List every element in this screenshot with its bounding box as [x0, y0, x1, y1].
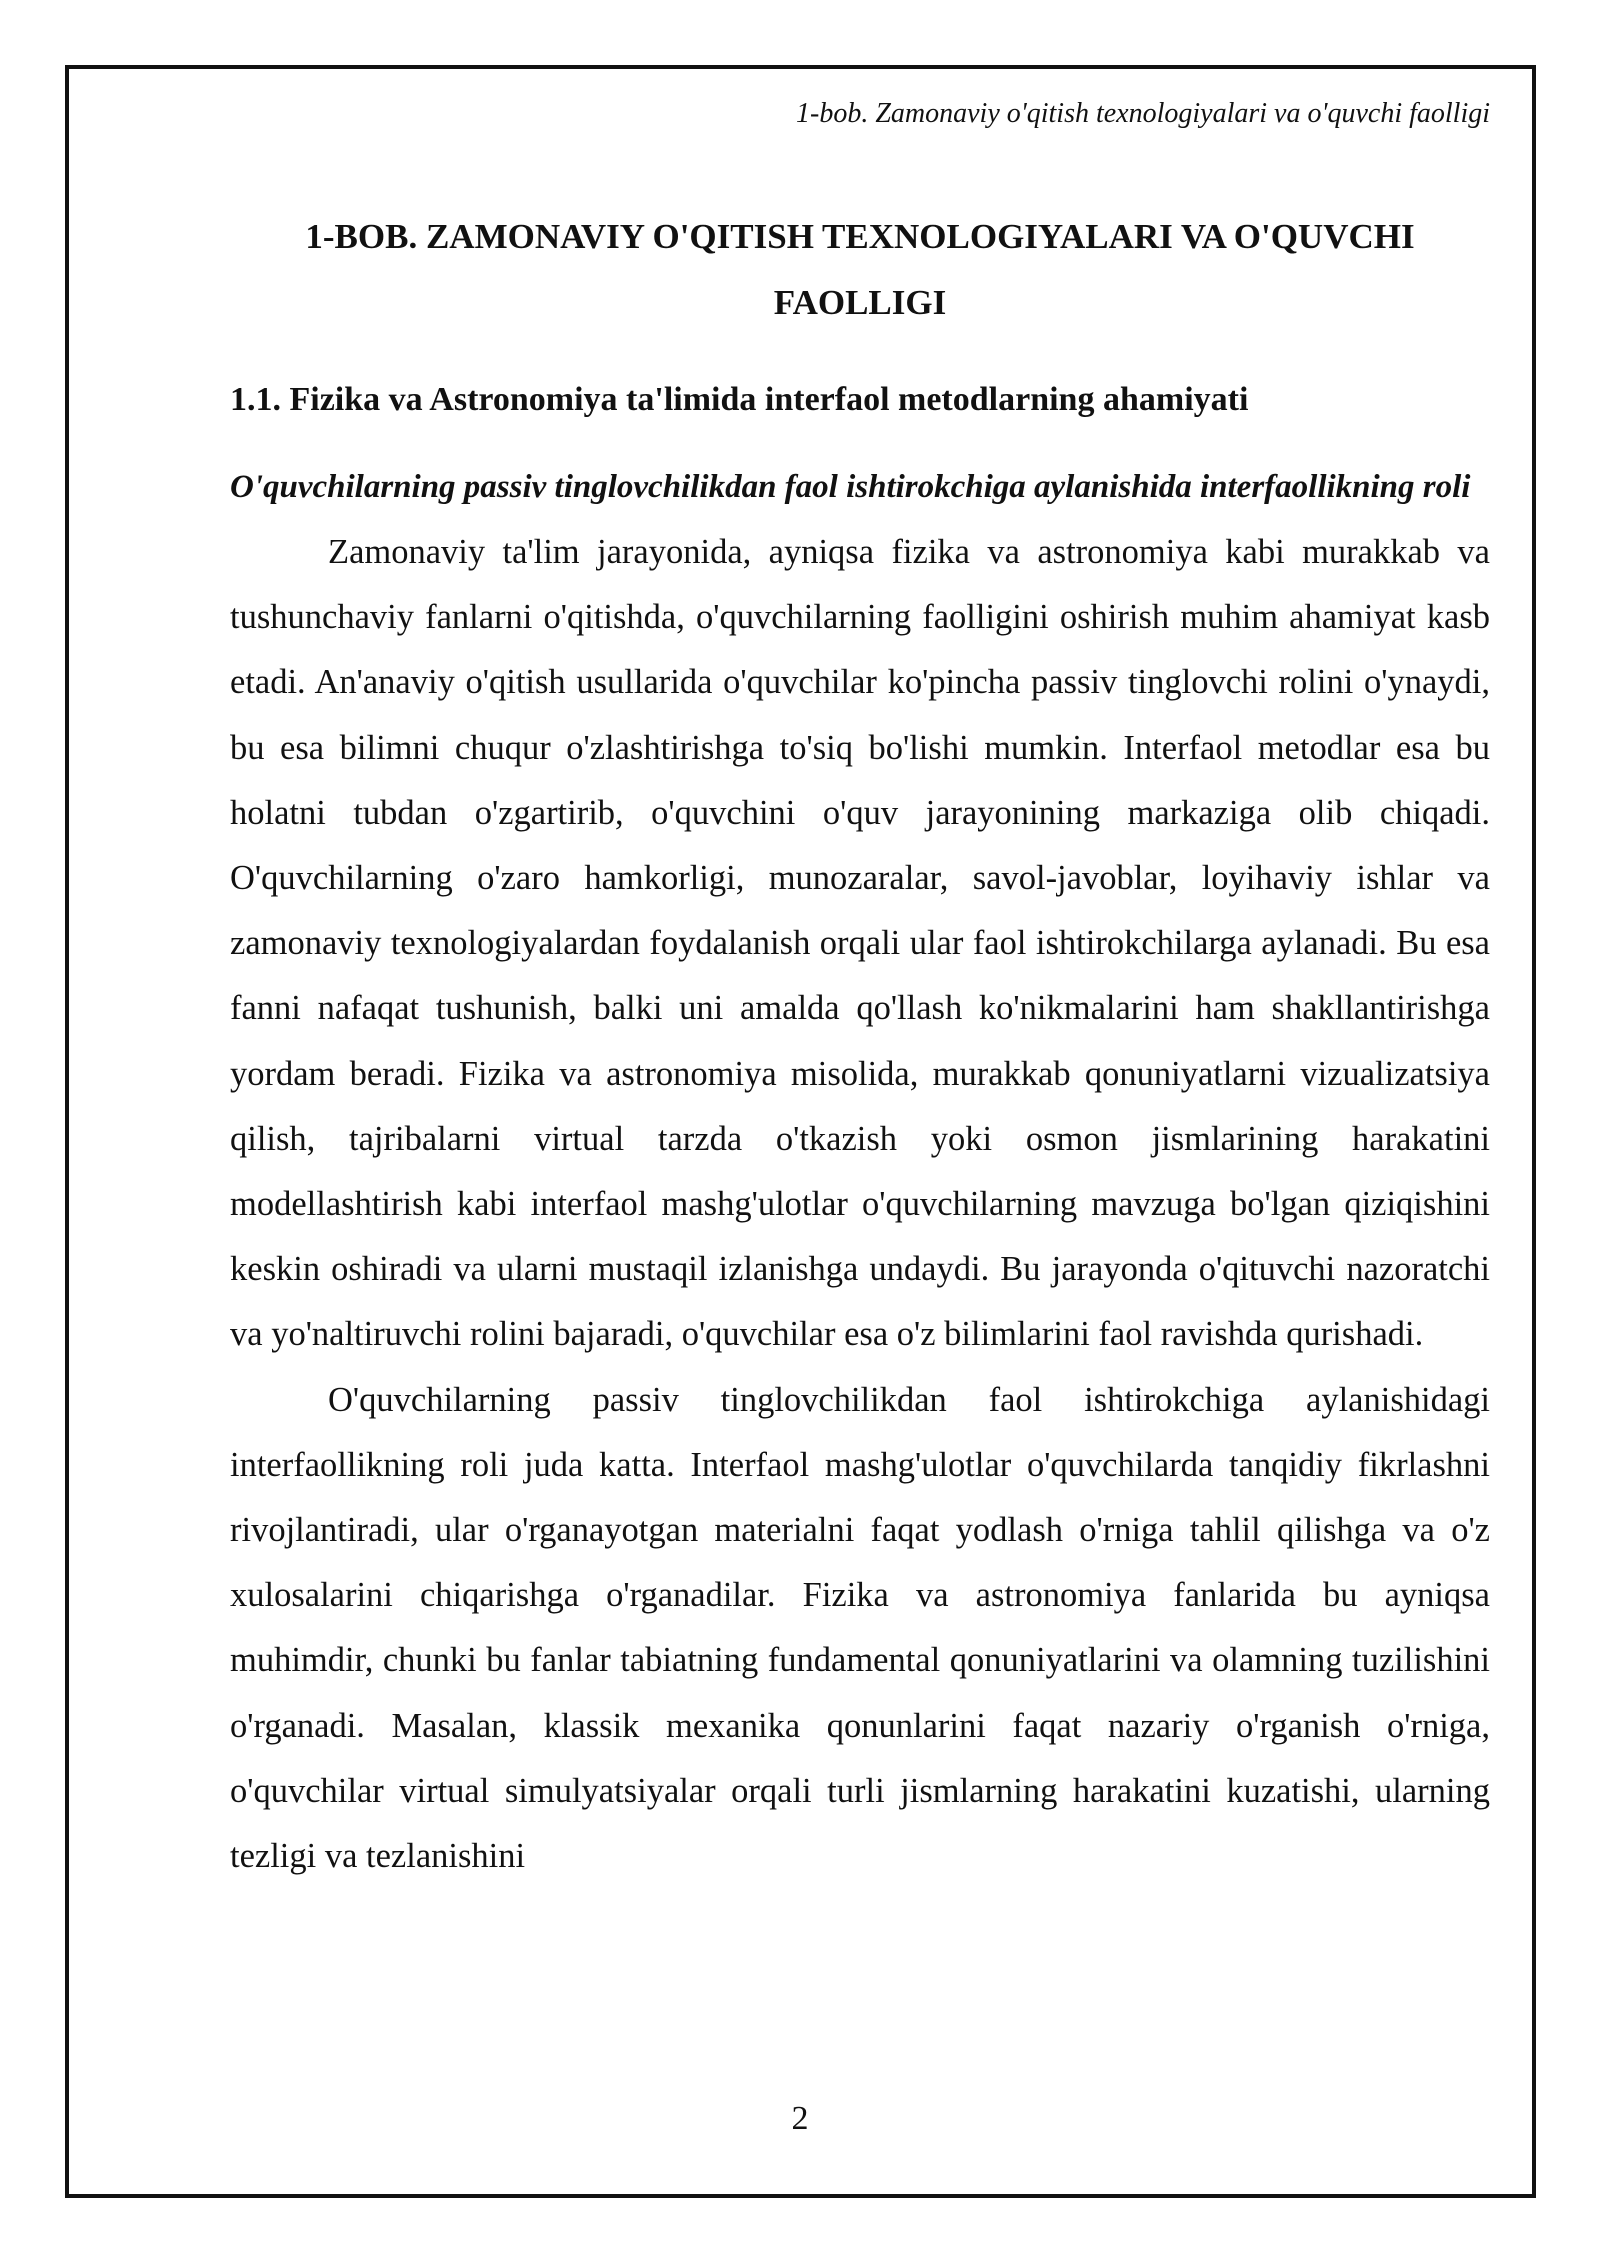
running-header: 1-bob. Zamonaviy o'qitish texnologiyalari va o'quvchi faolligi [796, 98, 1490, 129]
subsection-title: O'quvchilarning passiv tinglovchilikdan faol ishtirokchiga aylanishida interfaollikning roli [230, 469, 1471, 505]
document-body [230, 204, 1490, 1889]
body-paragraph: Zamonaviy ta'lim jarayonida, ayniqsa fizika va astronomiya kabi murakkab va tushunchaviy fanlarni o'qitishda, o'quvchilarning faolligini oshirish muhim ahamiyat kasb etadi. An'anaviy o'qitish usullarida o'quvchilar ko'pincha passiv tinglovchi rolini o'ynaydi, bu esa bilimni chuqur o'zlashtirishga to'siq bo'lishi mumkin. Interfaol metodlar esa bu holatni tubdan o'zgartirib, o'quvchini o'quv jarayonining markaziga olib chiqadi. O'quvchilarning o'zaro hamkorligi, munozaralar, savol-javoblar, loyihaviy ishlar va zamonaviy texnologiyalardan foydalanish orqali ular faol ishtirokchilarga aylanadi. Bu esa fanni nafaqat tushunish, balki uni amalda qo'llash ko'nikmalarini ham shakllantirishga yordam beradi. Fizika va astronomiya misolida, murakkab qonuniyatlarni vizualizatsiya qilish, tajribalarni virtual tarzda o'tkazish yoki osmon jismlarining harakatini modellashtirish kabi interfaol mashg'ulotlar o'quvchilarning mavzuga bo'lgan qiziqishini keskin oshiradi va ularni mustaqil izlanishga undaydi. Bu jarayonda o'qituvchi nazoratchi va yo'naltiruvchi rolini bajaradi, o'quvchilar esa o'z bilimlarini faol ravishda qurishadi. [230, 533, 1490, 1354]
body-paragraph: O'quvchilarning passiv tinglovchilikdan faol ishtirokchiga aylanishidagi interfaollikning roli juda katta. Interfaol mashg'ulotlar o'quvchilarda tanqidiy fikrlashni rivojlantiradi, ular o'rganayotgan materialni faqat yodlash o'rniga tahlil qilishga va o'z xulosalarini chiqarishga o'rganadilar. Fizika va astronomiya fanlarida bu ayniqsa muhimdir, chunki bu fanlar tabiatning fundamental qonuniyatlarini va olamning tuzilishini o'rganadi. Masalan, klassik mexanika qonunlarini faqat nazariy o'rganish o'rniga, o'quvchilar virtual simulyatsiyalar orqali turli jismlarning harakatini kuzatishi, ularning tezligi va tezlanishini [230, 1380, 1490, 1876]
section-title: 1.1. Fizika va Astronomiya ta'limida interfaol metodlarning ahamiyati [230, 381, 1249, 418]
page-number: 2 [791, 2100, 809, 2137]
chapter-title: 1-BOB. ZAMONAVIY O'QITISH TEXNOLOGIYALARI VA O'QUVCHI FAOLLIGI [305, 217, 1415, 322]
